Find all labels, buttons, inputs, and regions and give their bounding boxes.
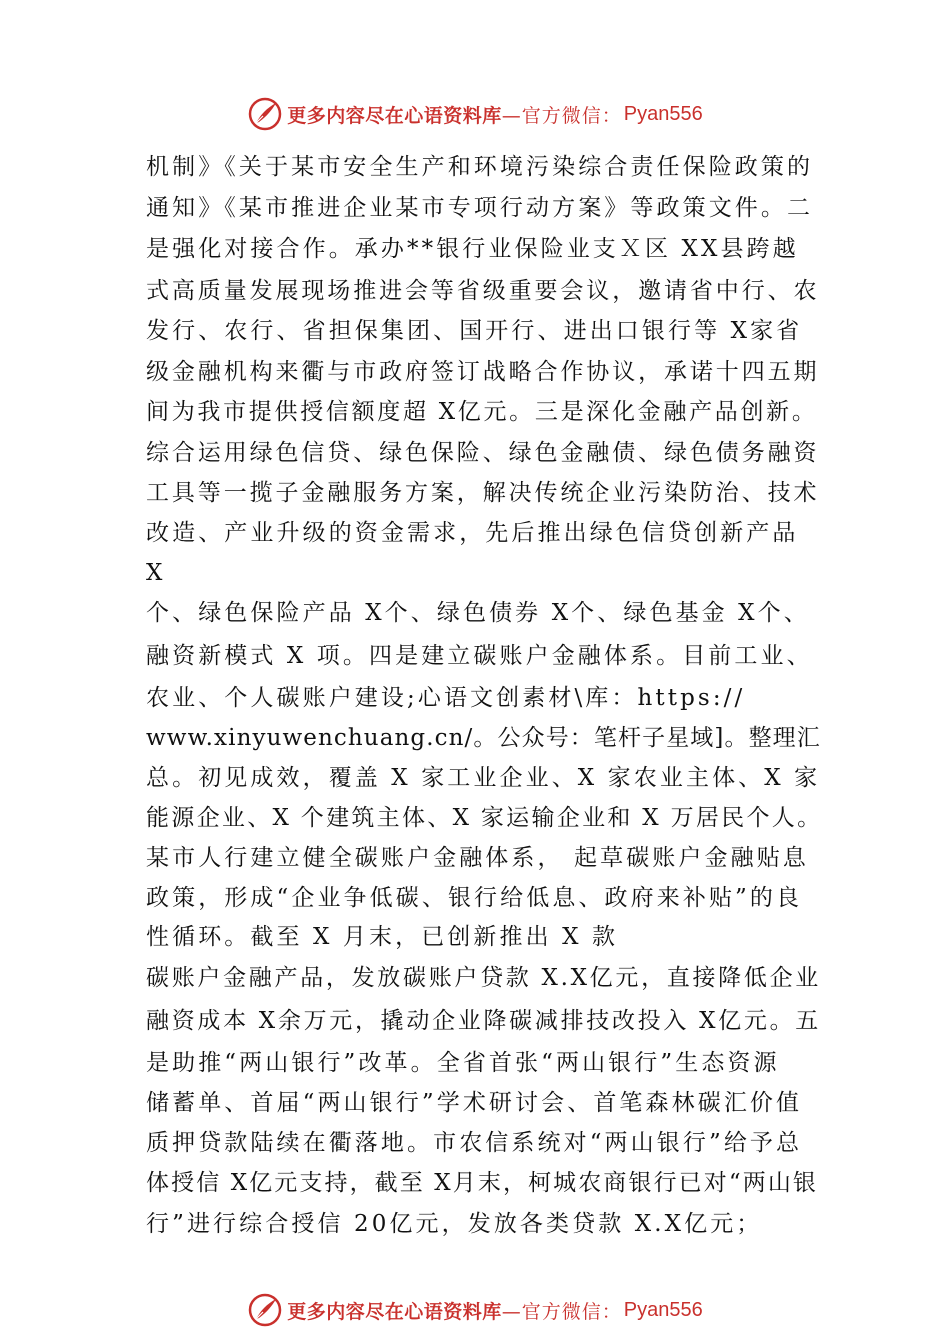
- quill-logo-icon: [247, 1292, 283, 1328]
- body-line: 机制》《关于某市安全生产和环境污染综合责任保险政策的: [146, 154, 814, 180]
- body-line: 农业、个人碳账户建设;心语文创素材\库：https://: [146, 685, 746, 711]
- body-line: 发行、农行、省担保集团、国开行、进出口银行等 X家省: [146, 318, 803, 344]
- body-line: 个、绿色保险产品 X个、绿色债券 X个、绿色基金 X个、: [146, 600, 810, 626]
- body-line: X: [146, 560, 166, 586]
- body-line: www.xinyuwenchuang.cn/。公众号：笔杆子星域]。整理汇: [146, 725, 821, 751]
- quill-logo-icon: [247, 96, 283, 132]
- body-line: 行”进行综合授信 20亿元，发放各类贷款 X.X亿元；: [146, 1211, 763, 1237]
- body-line: 储蓄单、首届“两山银行”学术研讨会、首笔森林碳汇价值: [146, 1090, 803, 1116]
- body-line: 融资新模式 X 项。四是建立碳账户金融体系。目前工业、: [146, 643, 813, 669]
- body-line: 总。初见成效，覆盖 X 家工业企业、X 家农业主体、X 家: [146, 765, 821, 791]
- body-line: 性循环。截至 X 月末，已创新推出 X 款: [146, 924, 619, 950]
- footer-banner: [0, 1290, 950, 1330]
- banner-wechat-id: Pyan556: [623, 102, 703, 125]
- body-line: 改造、产业升级的资金需求，先后推出绿色信贷创新产品: [146, 520, 799, 546]
- banner-separator: —官方微信：: [501, 104, 622, 127]
- banner-separator: —官方微信：: [501, 1300, 622, 1323]
- body-line: 是强化对接合作。承办**银行业保险业支Ｘ区 XX县跨越: [146, 236, 799, 262]
- body-line: 碳账户金融产品，发放碳账户贷款 X.X亿元，直接降低企业: [146, 965, 821, 991]
- body-line: 政策，形成“企业争低碳、银行给低息、政府来补贴”的良: [146, 885, 803, 911]
- banner-wechat-id: Pyan556: [623, 1298, 703, 1321]
- body-line: 式高质量发展现场推进会等省级重要会议，邀请省中行、农: [146, 278, 820, 304]
- body-line: 间为我市提供授信额度超 X亿元。三是深化金融产品创新。: [146, 399, 818, 425]
- body-line: 级金融机构来衢与市政府签订战略合作协议，承诺十四五期: [146, 359, 820, 385]
- body-line: 某市人行建立健全碳账户金融体系， 起草碳账户金融贴息: [146, 845, 809, 871]
- body-line: 综合运用绿色信贷、绿色保险、绿色金融债、绿色债务融资: [146, 440, 820, 466]
- header-banner: [0, 94, 950, 134]
- body-line: 体授信 X亿元支持，截至 X月末，柯城农商银行已对“两山银: [146, 1170, 819, 1196]
- body-line: 是助推“两山银行”改革。全省首张“两山银行”生态资源: [146, 1050, 780, 1076]
- body-line: 融资成本 X余万元，撬动企业降碳减排技改投入 X亿元。五: [146, 1008, 821, 1034]
- body-line: 工具等一揽子金融服务方案，解决传统企业污染防治、技术: [146, 480, 820, 506]
- banner-main-text: 更多内容尽在心语资料库: [287, 1300, 502, 1323]
- body-line: 质押贷款陆续在衢落地。市农信系统对“两山银行”给予总: [146, 1130, 803, 1156]
- body-line: 通知》《某市推进企业某市专项行动方案》等政策文件。二: [146, 195, 814, 221]
- body-line: 能源企业、X 个建筑主体、X 家运输企业和 X 万居民个人。: [146, 805, 823, 831]
- banner-main-text: 更多内容尽在心语资料库: [287, 104, 502, 127]
